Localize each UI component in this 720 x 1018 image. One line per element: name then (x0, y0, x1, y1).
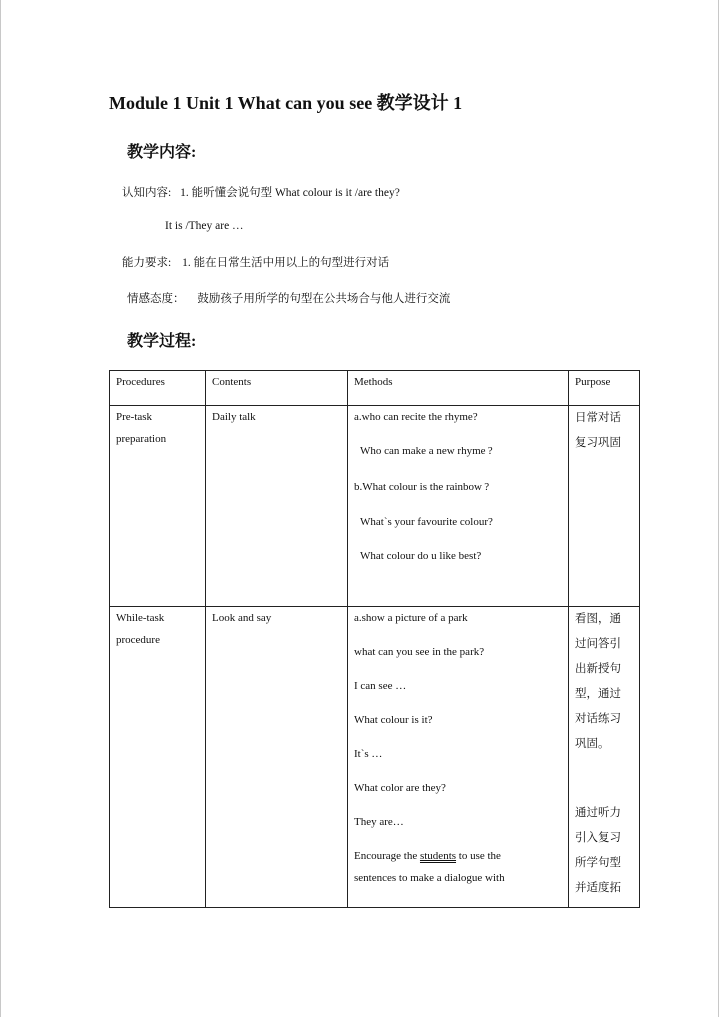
teaching-process-table (109, 370, 640, 908)
ability-label: 能力要求: (122, 257, 172, 269)
header-procedures: Procedures (110, 371, 206, 406)
methods-cell: a.show a picture of a park what can you see in the park? I can see … What colour is it? Itˋs … What color are they? They are… Encourage the students to use the sentences to make a dialogue with (348, 607, 569, 908)
underlined-word: students (419, 850, 457, 862)
content-cell: Daily talk (206, 406, 348, 607)
header-methods: Methods (348, 371, 569, 406)
header-contents: Contents (206, 371, 348, 406)
table-header-row (110, 371, 640, 406)
table-row (110, 607, 640, 908)
content-cell: Look and say (206, 607, 348, 908)
ability-text: 1. 能在日常生活中用以上的句型进行对话 (182, 257, 390, 269)
header-purpose: Purpose (569, 371, 640, 406)
purpose-cell: 看图，通 过问答引 出新授句 型，通过 对话练习 巩固。 通过听力 引入复习 所学句型 并适度拓 (569, 607, 640, 908)
procedure-cell: Pre-task preparation (110, 406, 206, 607)
purpose-cell: 日常对话 复习巩固 (569, 406, 640, 607)
document-title: Module 1 Unit 1 What can you see 教学设计 1 (109, 93, 463, 113)
emotion-text: 鼓励孩子用所学的句型在公共场合与他人进行交流 (197, 293, 451, 305)
table-row (110, 406, 640, 607)
emotion-label: 情感态度： (127, 293, 185, 305)
cognitive-text: 1. 能听懂会说句型 What colour is it /are they? (180, 187, 400, 199)
ability-goal (122, 254, 389, 270)
section-heading-content: 教学内容: (127, 144, 197, 161)
section-heading-process: 教学过程: (127, 333, 197, 350)
cognitive-text-2: It is /They are … (165, 220, 244, 232)
procedure-cell: While-task procedure (110, 607, 206, 908)
cognitive-label: 认知内容: (122, 187, 172, 199)
emotion-goal (127, 290, 450, 306)
methods-cell: a.who can recite the rhyme? Who can make a new rhyme ? b.What colour is the rainbow ? Whatˋs your favourite colour? What colour do u like best? (348, 406, 569, 607)
cognitive-goal (122, 184, 400, 200)
